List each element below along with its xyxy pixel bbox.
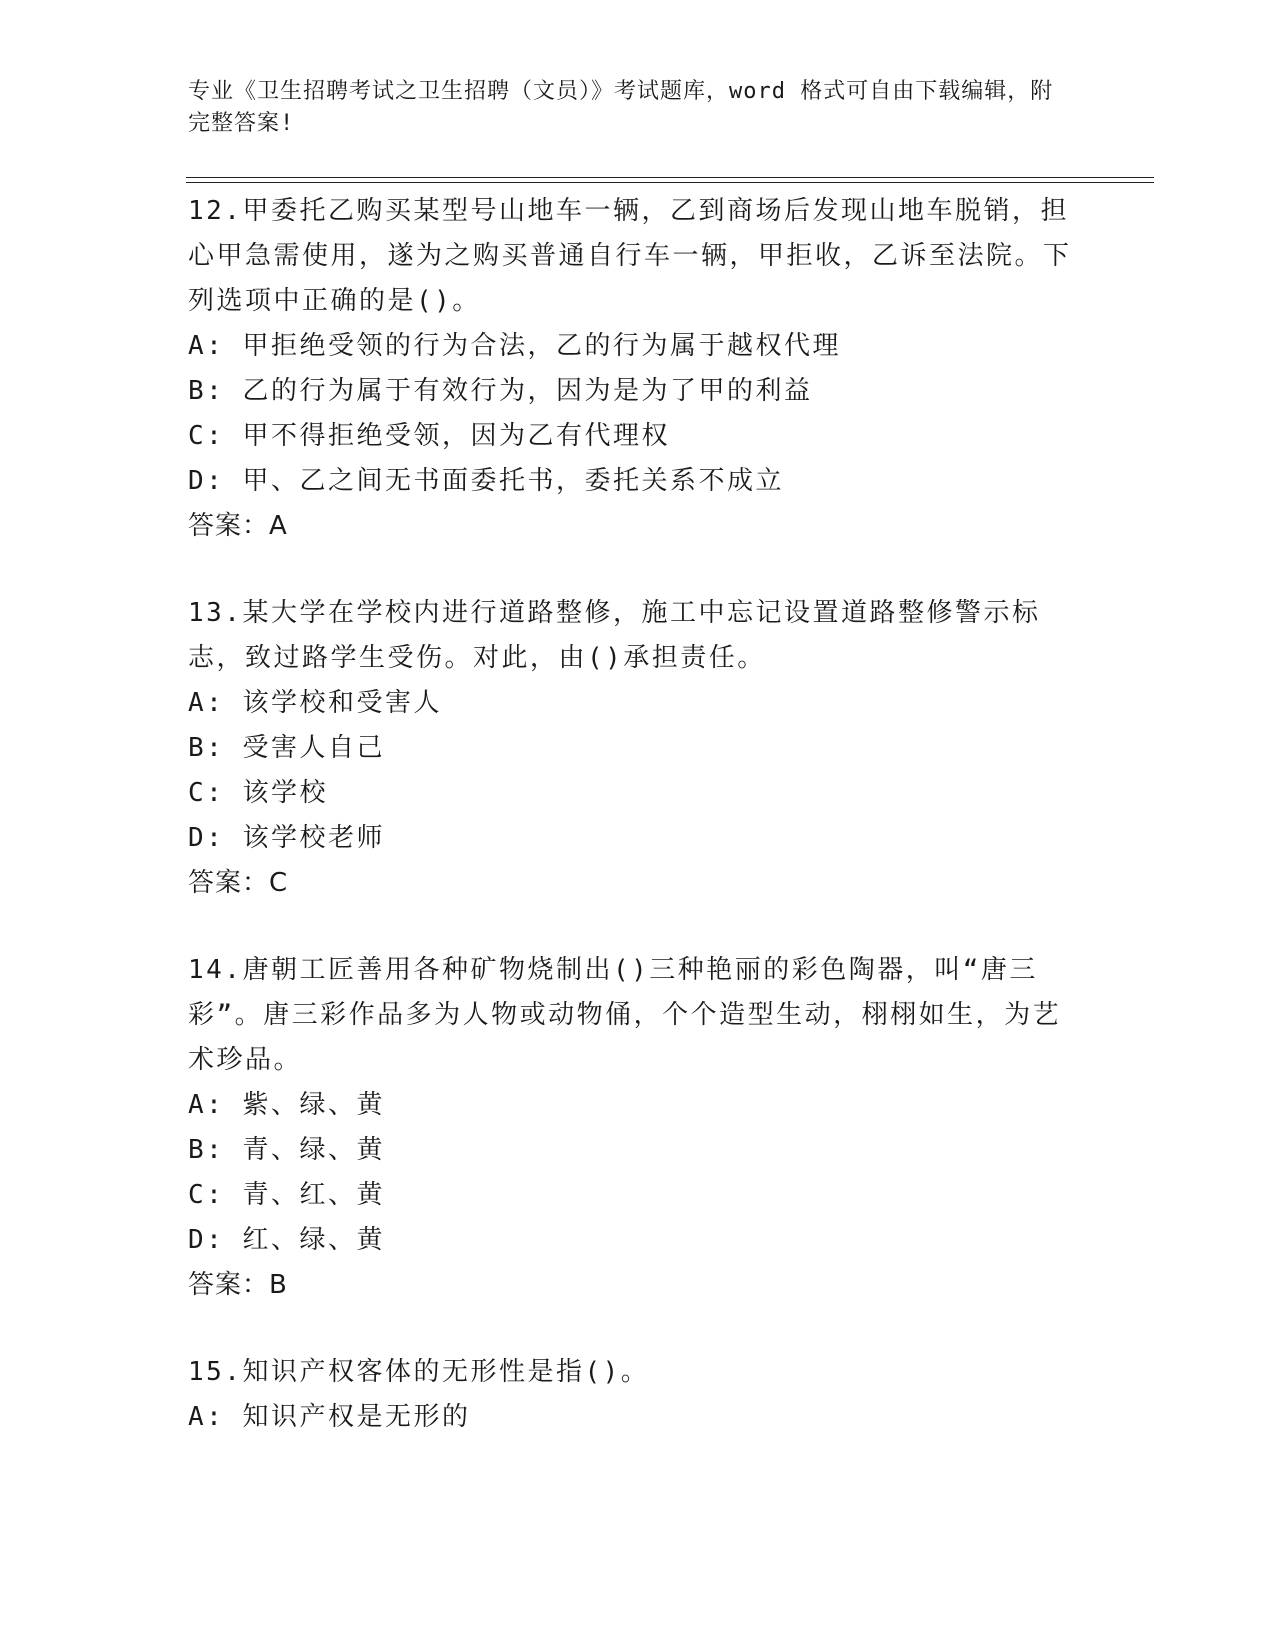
document-header: 专业《卫生招聘考试之卫生招聘（文员）》考试题库，word 格式可自由下载编辑，附完整答案! xyxy=(188,79,1054,136)
question-text: 15.知识产权客体的无形性是指()。 xyxy=(188,1357,650,1387)
question-list xyxy=(188,189,1088,1482)
option-b: B: 青、绿、黄 xyxy=(188,1135,385,1165)
answer-line: 答案：C xyxy=(188,868,289,898)
question-13 xyxy=(188,591,1088,906)
option-a: A: 甲拒绝受领的行为合法，乙的行为属于越权代理 xyxy=(188,331,841,361)
question-text: 12.甲委托乙购买某型号山地车一辆，乙到商场后发现山地车脱销，担心甲急需使用，遂为之购买普通自行车一辆，甲拒收，乙诉至法院。下列选项中正确的是()。 xyxy=(188,196,1072,316)
option-d: D: 该学校老师 xyxy=(188,823,385,853)
answer-line: 答案：B xyxy=(188,1270,288,1300)
question-text: 14.唐朝工匠善用各种矿物烧制出()三种艳丽的彩色陶器，叫“唐三彩”。唐三彩作品多为人物或动物俑，个个造型生动，栩栩如生，为艺术珍品。 xyxy=(188,955,1062,1075)
option-a: A: 知识产权是无形的 xyxy=(188,1402,471,1432)
question-text: 13.某大学在学校内进行道路整修，施工中忘记设置道路整修警示标志，致过路学生受伤。对此，由()承担责任。 xyxy=(188,598,1041,673)
option-b: B: 乙的行为属于有效行为，因为是为了甲的利益 xyxy=(188,376,813,406)
option-c: C: 青、红、黄 xyxy=(188,1180,385,1210)
option-a: A: 该学校和受害人 xyxy=(188,688,442,718)
option-d: D: 红、绿、黄 xyxy=(188,1225,385,1255)
header-rule-bottom xyxy=(186,182,1154,183)
question-14 xyxy=(188,948,1088,1308)
option-c: C: 甲不得拒绝受领，因为乙有代理权 xyxy=(188,421,670,451)
option-c: C: 该学校 xyxy=(188,778,328,808)
header-rule-top xyxy=(186,177,1154,178)
option-b: B: 受害人自己 xyxy=(188,733,385,763)
option-a: A: 紫、绿、黄 xyxy=(188,1090,385,1120)
question-15 xyxy=(188,1350,1088,1440)
option-d: D: 甲、乙之间无书面委托书，委托关系不成立 xyxy=(188,466,784,496)
question-12 xyxy=(188,189,1088,549)
answer-line: 答案：A xyxy=(188,511,288,541)
